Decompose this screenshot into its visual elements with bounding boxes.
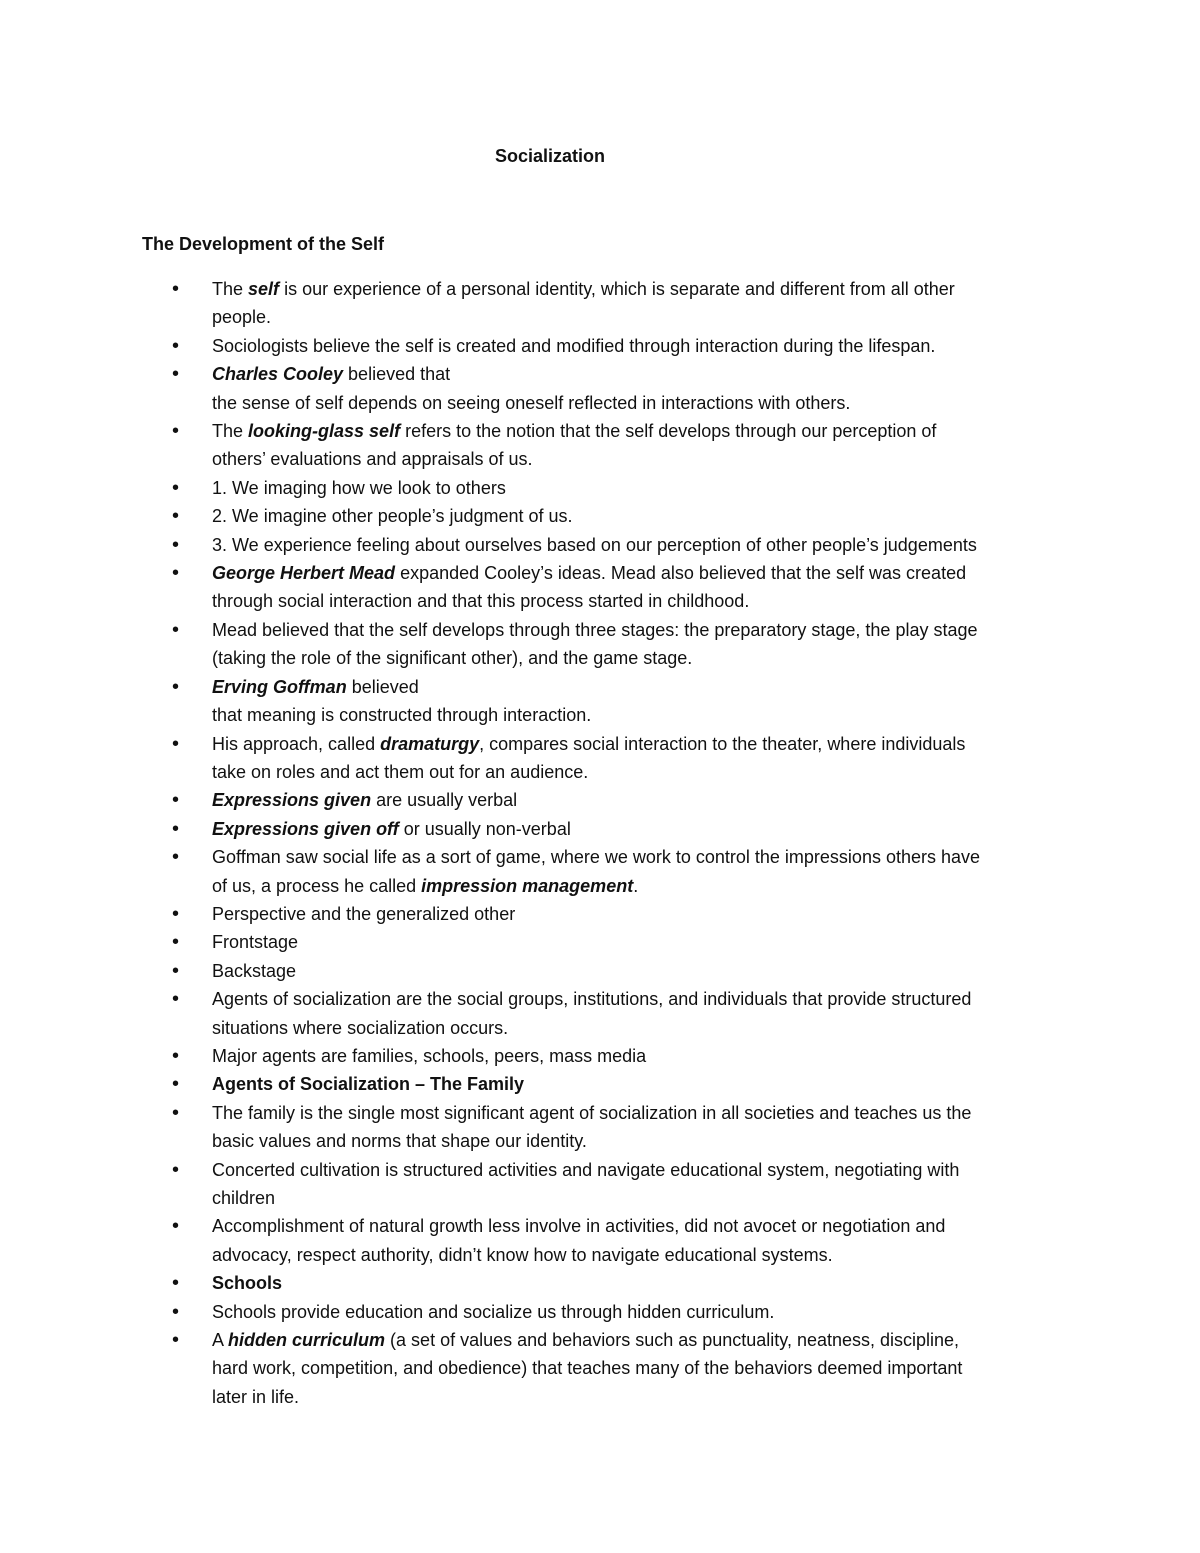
list-item <box>142 1212 1062 1269</box>
list-item-line <box>212 730 1062 758</box>
text-run: are usually verbal <box>371 790 518 811</box>
list-item-line <box>212 502 1062 530</box>
list-item-line <box>212 843 1062 871</box>
list-item-line <box>212 985 1062 1013</box>
list-item-line <box>212 1354 1062 1382</box>
list-item-line <box>212 957 1062 985</box>
list-item-line <box>212 1298 1062 1326</box>
list-item-line <box>212 1042 1062 1070</box>
text-run: The family is the single most significant agent of socialization in all societies and teaches us the <box>212 1102 972 1123</box>
list-item <box>142 1326 1062 1411</box>
list-item <box>142 957 1062 985</box>
list-item-line <box>212 928 1062 956</box>
list-item <box>142 786 1062 814</box>
list-item <box>142 1298 1062 1326</box>
text-run: , compares social interaction to the theater, where individuals <box>479 733 966 754</box>
emphasized-term: hidden curriculum <box>228 1330 386 1351</box>
text-run: Frontstage <box>212 932 299 953</box>
list-item-line <box>212 531 1062 559</box>
text-run: through social interaction and that this process started in childhood. <box>212 591 750 612</box>
emphasized-term: Agents of Socialization – The Family <box>212 1074 525 1095</box>
text-run: is our experience of a personal identity, which is separate and different from all other <box>279 279 955 299</box>
list-item-line <box>212 1156 1062 1184</box>
text-run: refers to the notion that the self develops through our perception of <box>400 421 937 442</box>
list-item-line <box>212 1383 1062 1411</box>
list-item-line <box>212 1070 1062 1098</box>
list-item <box>142 985 1062 1042</box>
text-run: advocacy, respect authority, didn’t know how to navigate educational systems. <box>212 1244 833 1265</box>
list-item-line <box>212 1212 1062 1240</box>
text-run: Agents of socialization are the social groups, institutions, and individuals that provide structured <box>212 989 972 1010</box>
list-item-line <box>212 900 1062 928</box>
list-item-line <box>212 417 1062 445</box>
list-item <box>142 531 1062 559</box>
list-item-line <box>212 474 1062 502</box>
list-item <box>142 673 1062 730</box>
list-item <box>142 815 1062 843</box>
list-item <box>142 1269 1062 1297</box>
list-item-line <box>212 389 1062 417</box>
text-run: The <box>212 421 249 442</box>
list-item <box>142 275 1062 332</box>
list-item <box>142 900 1062 928</box>
text-run: 1. We imaging how we look to others <box>212 477 506 498</box>
text-run: Backstage <box>212 960 297 981</box>
text-run: Accomplishment of natural growth less involve in activities, did not avocet or negotiation and <box>212 1216 946 1237</box>
emphasized-term: George Herbert Mead <box>212 563 396 584</box>
list-item <box>142 1156 1062 1213</box>
text-run: expanded Cooley’s ideas. Mead also believed that the self was created <box>395 563 967 584</box>
list-item-line <box>212 303 1062 331</box>
list-item <box>142 843 1062 900</box>
list-item-line <box>212 815 1062 843</box>
list-item-line <box>212 1184 1062 1212</box>
list-item-line <box>212 559 1062 587</box>
text-run: A <box>212 1330 229 1351</box>
emphasized-term: Expressions given <box>212 790 372 811</box>
text-run: that meaning is constructed through interaction. <box>212 705 592 726</box>
text-run: Goffman saw social life as a sort of game, where we work to control the impressions others have <box>212 847 981 868</box>
list-item <box>142 332 1062 360</box>
emphasized-term: Erving Goffman <box>212 676 347 697</box>
emphasized-term: impression management <box>421 875 634 896</box>
list-item <box>142 616 1062 673</box>
text-run: believed that <box>343 364 451 385</box>
list-item-line <box>212 1241 1062 1269</box>
text-run: Perspective and the generalized other <box>212 903 516 924</box>
list-item-line <box>212 758 1062 786</box>
list-item-line <box>212 616 1062 644</box>
document-title: Socialization <box>494 146 606 166</box>
list-item-line <box>212 872 1062 900</box>
emphasized-term: looking-glass self <box>248 421 401 442</box>
list-item <box>142 730 1062 787</box>
list-item-line <box>212 673 1062 701</box>
list-item-line <box>212 701 1062 729</box>
text-run: later in life. <box>212 1386 300 1407</box>
list-item <box>142 1070 1062 1098</box>
emphasized-term: Schools <box>212 1273 283 1294</box>
list-item-line <box>212 360 1062 388</box>
list-item <box>142 474 1062 502</box>
text-run: 3. We experience feeling about ourselves based on our perception of other people’s judgements <box>212 534 977 555</box>
list-item-line <box>212 644 1062 672</box>
emphasized-term: Expressions given off <box>212 818 399 839</box>
text-run: Sociologists believe the self is created and modified through interaction during the lifespan. <box>212 335 936 356</box>
text-run: Concerted cultivation is structured activities and navigate educational system, negotiating with <box>212 1159 960 1180</box>
list-item-line <box>212 1099 1062 1127</box>
list-item <box>142 1042 1062 1070</box>
bullet-list <box>142 275 1062 1411</box>
list-item-line <box>212 275 1062 303</box>
list-item <box>142 1099 1062 1156</box>
list-item <box>142 360 1062 417</box>
text-run: (taking the role of the significant other), and the game stage. <box>212 648 693 669</box>
list-item-line <box>212 332 1062 360</box>
text-run: others’ evaluations and appraisals of us. <box>212 449 533 470</box>
list-item <box>142 417 1062 474</box>
text-run: His approach, called <box>212 733 381 754</box>
text-run: Schools provide education and socialize us through hidden curriculum. <box>212 1301 775 1322</box>
list-item-line <box>212 1014 1062 1042</box>
list-item-line <box>212 445 1062 473</box>
text-run: basic values and norms that shape our identity. <box>212 1131 587 1152</box>
text-run: Major agents are families, schools, peers, mass media <box>212 1045 647 1066</box>
list-item-line <box>212 786 1062 814</box>
emphasized-term: self <box>248 279 280 299</box>
list-item <box>142 559 1062 616</box>
text-run: 2. We imagine other people’s judgment of us. <box>212 506 573 527</box>
text-run: . <box>633 875 639 896</box>
text-run: Mead believed that the self develops through three stages: the preparatory stage, the play stage <box>212 619 978 640</box>
text-run: take on roles and act them out for an audience. <box>212 761 589 782</box>
list-item <box>142 502 1062 530</box>
list-item-line <box>212 1127 1062 1155</box>
text-run: or usually non-verbal <box>398 818 571 839</box>
text-run: situations where socialization occurs. <box>212 1017 509 1038</box>
emphasized-term: dramaturgy <box>380 733 480 754</box>
list-item-line <box>212 587 1062 615</box>
text-run: children <box>212 1188 276 1208</box>
text-run: people. <box>212 307 272 328</box>
emphasized-term: Charles Cooley <box>212 364 344 385</box>
section-heading: The Development of the Self <box>142 234 385 254</box>
list-item-line <box>212 1269 1062 1297</box>
text-run: the sense of self depends on seeing oneself reflected in interactions with others. <box>212 392 851 413</box>
text-run: hard work, competition, and obedience) that teaches many of the behaviors deemed important <box>212 1358 963 1379</box>
list-item <box>142 928 1062 956</box>
list-item-line <box>212 1326 1062 1354</box>
text-run: The <box>212 279 249 299</box>
text-run: of us, a process he called <box>212 875 422 896</box>
text-run: (a set of values and behaviors such as punctuality, neatness, discipline, <box>385 1330 960 1351</box>
text-run: believed <box>346 676 419 697</box>
